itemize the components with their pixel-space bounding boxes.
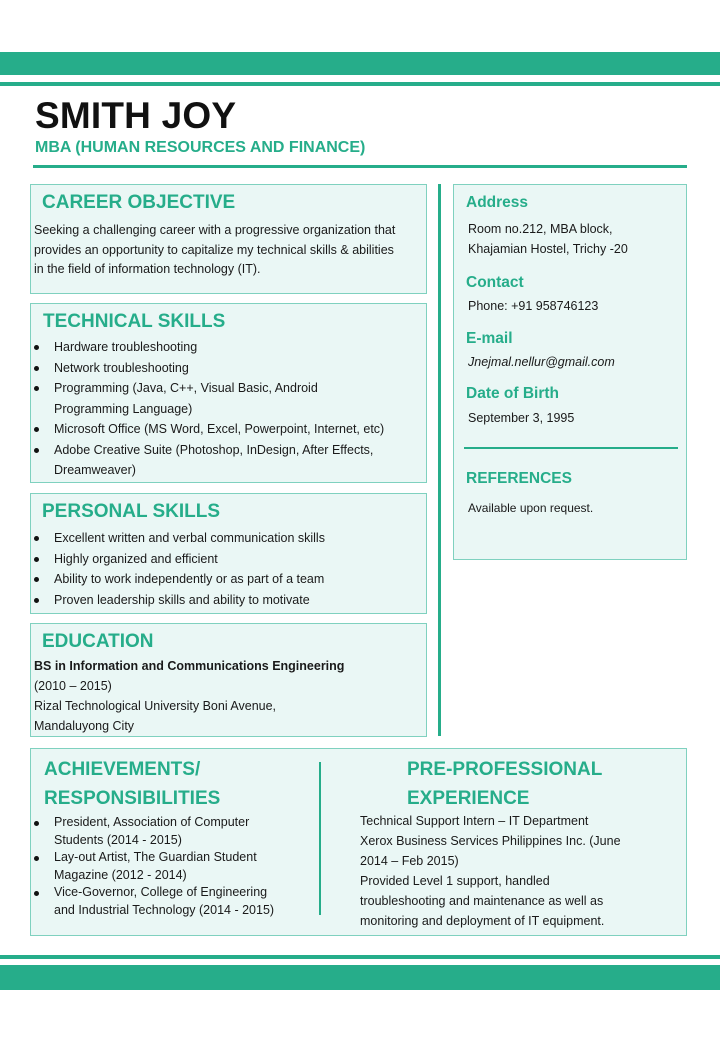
candidate-name: SMITH JOY — [35, 95, 237, 136]
experience-line: Provided Level 1 support, handled — [360, 874, 550, 888]
email-label: E-mail — [466, 330, 513, 347]
education-city: Mandaluyong City — [34, 719, 135, 733]
technical-skills-list — [31, 337, 426, 481]
career-objective-line: Seeking a challenging career with a progressive organization that — [34, 223, 396, 237]
list-item: Adobe Creative Suite (Photoshop, InDesign, After Effects, — [31, 440, 426, 461]
list-item: Microsoft Office (MS Word, Excel, Powerpoint, Internet, etc) — [31, 419, 426, 440]
experience-title-line: EXPERIENCE — [407, 788, 530, 809]
education-degree: BS in Information and Communications Engineering — [34, 659, 345, 673]
personal-skills-title: PERSONAL SKILLS — [42, 501, 221, 522]
experience-line: monitoring and deployment of IT equipment. — [360, 914, 605, 928]
phone-text: Phone: +91 958746123 — [468, 299, 599, 313]
bottom-band-thin — [0, 955, 720, 959]
references-divider — [464, 447, 678, 449]
list-item: President, Association of Computer — [31, 814, 316, 832]
experience-text — [360, 811, 675, 931]
experience-line: Technical Support Intern – IT Department — [360, 814, 589, 828]
achievements-list — [31, 814, 316, 919]
list-item: Network troubleshooting — [31, 358, 426, 379]
list-item: Hardware troubleshooting — [31, 337, 426, 358]
list-item: Proven leadership skills and ability to motivate — [31, 590, 426, 611]
education-section — [30, 623, 427, 737]
list-item: Programming (Java, C++, Visual Basic, Android — [31, 378, 426, 399]
personal-skills-section — [30, 493, 427, 614]
list-item-continuation: Programming Language) — [54, 401, 193, 416]
dob-text: September 3, 1995 — [468, 411, 575, 425]
list-item: Vice-Governor, College of Engineering — [31, 884, 316, 902]
list-item-continuation: Magazine (2012 - 2014) — [54, 867, 187, 882]
header-divider — [33, 165, 687, 168]
address-line: Room no.212, MBA block, — [468, 222, 613, 236]
list-item-continuation: and Industrial Technology (2014 - 2015) — [54, 902, 275, 917]
education-years: (2010 – 2015) — [34, 679, 112, 693]
achievements-experience-section — [30, 748, 687, 936]
address-line: Khajamian Hostel, Trichy -20 — [468, 241, 628, 256]
education-details — [34, 656, 424, 736]
list-item: Ability to work independently or as part of a team — [31, 569, 426, 590]
career-objective-title: CAREER OBJECTIVE — [42, 192, 236, 213]
top-band-thin — [0, 82, 720, 86]
list-item: Excellent written and verbal communication skills — [31, 528, 426, 549]
personal-skills-list — [31, 528, 426, 610]
bottom-band-thick — [0, 965, 720, 990]
experience-line: troubleshooting and maintenance as well as — [360, 894, 604, 908]
experience-line: Xerox Business Services Philippines Inc. (June — [360, 834, 621, 848]
list-item: Lay-out Artist, The Guardian Student — [31, 849, 316, 867]
references-text: Available upon request. — [468, 501, 594, 515]
column-divider — [438, 184, 441, 736]
career-objective-text — [34, 221, 426, 280]
experience-line: 2014 – Feb 2015) — [360, 854, 459, 868]
list-item: Highly organized and efficient — [31, 549, 426, 570]
address-label: Address — [466, 194, 529, 211]
contact-section — [453, 184, 687, 560]
education-school: Rizal Technological University Boni Avenue, — [34, 699, 277, 713]
references-label: REFERENCES — [466, 470, 572, 487]
achievements-title-line: RESPONSIBILITIES — [44, 788, 221, 809]
email-text: Jnejmal.nellur@gmail.com — [468, 355, 615, 369]
technical-skills-title: TECHNICAL SKILLS — [43, 311, 226, 332]
education-title: EDUCATION — [42, 631, 154, 652]
header — [35, 94, 695, 158]
top-band-thick — [0, 52, 720, 75]
career-objective-line: in the field of information technology (IT). — [34, 262, 261, 276]
experience-title-line: PRE-PROFESSIONAL — [407, 759, 603, 780]
candidate-degree: MBA (HUMAN RESOURCES AND FINANCE) — [35, 139, 366, 156]
career-objective-line: provides an opportunity to capitalize my technical skills & abilities — [34, 242, 394, 257]
achievements-title-line: ACHIEVEMENTS/ — [44, 759, 201, 780]
achievements-title — [44, 755, 220, 813]
bottom-column-divider — [319, 762, 321, 915]
list-item-continuation: Students (2014 - 2015) — [54, 832, 182, 847]
dob-label: Date of Birth — [466, 385, 559, 402]
career-objective-section — [30, 184, 427, 294]
list-item-continuation: Dreamweaver) — [54, 463, 136, 477]
address-text — [468, 220, 683, 259]
contact-label: Contact — [466, 274, 524, 291]
technical-skills-section — [30, 303, 427, 483]
experience-title — [407, 755, 602, 813]
